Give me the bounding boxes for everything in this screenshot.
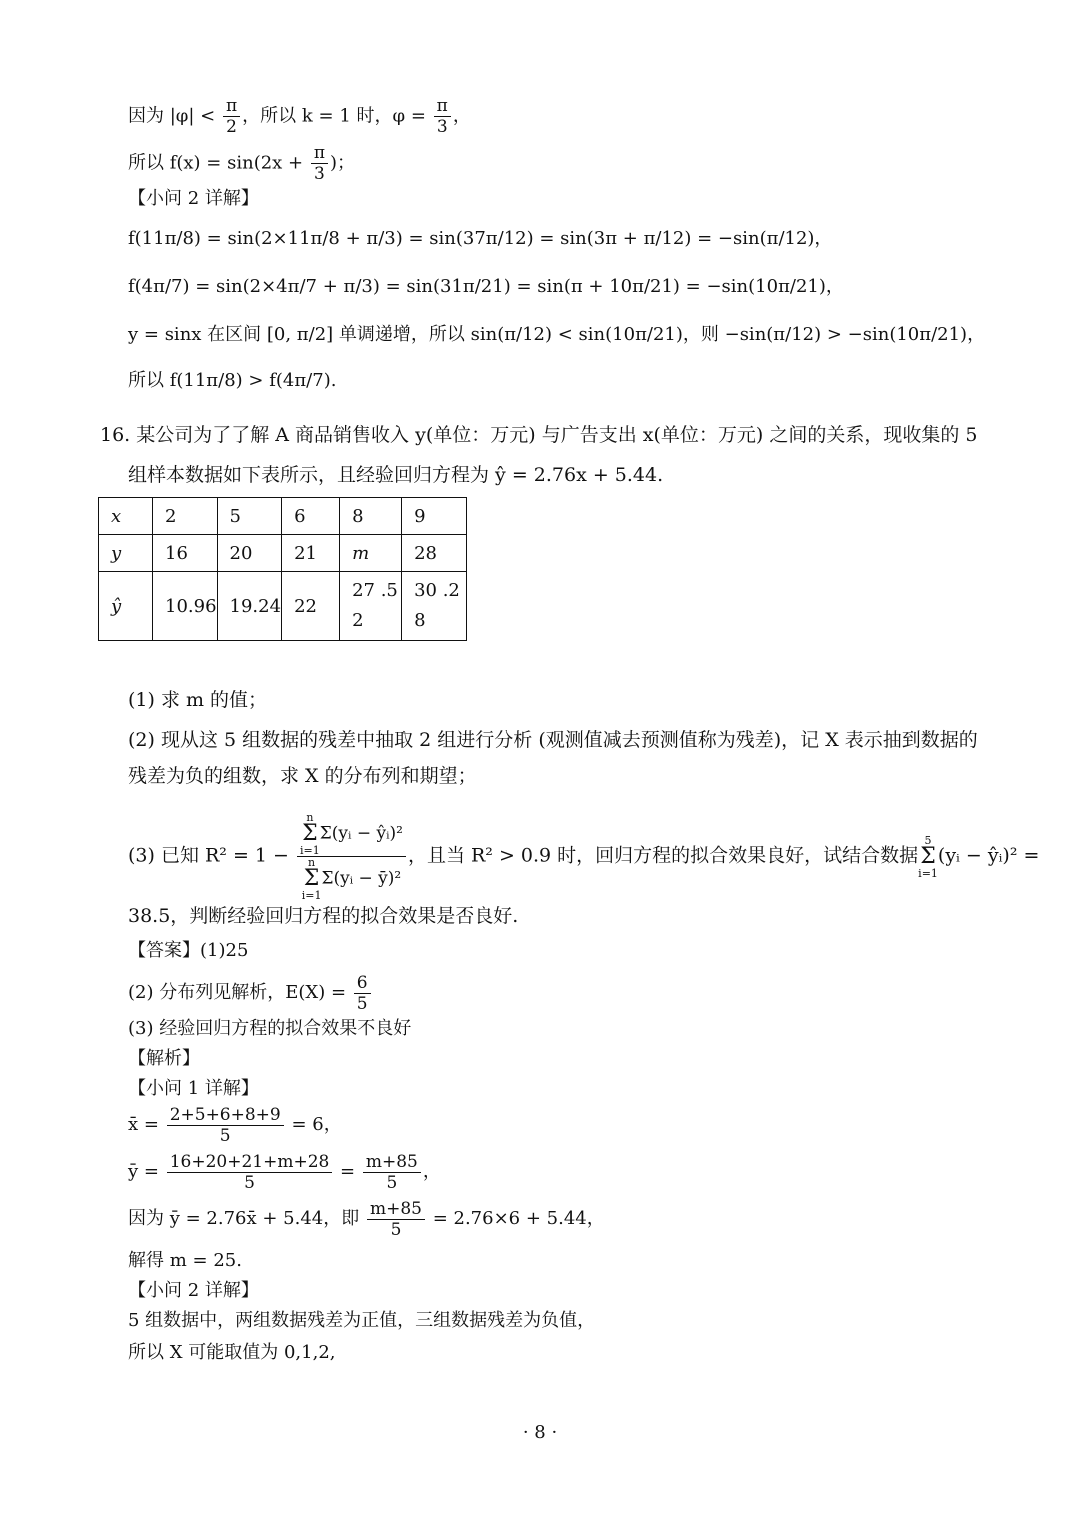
frac-den: 5 [219,1125,231,1146]
cell-line: 27 .5 [352,580,398,601]
frac-den: 2 [226,117,237,137]
line-phi [128,96,471,137]
fraction [354,973,371,1014]
fraction [434,96,451,137]
table-cell [402,572,467,641]
since-eq [128,1198,605,1240]
text: ，且当 R² > 0.9 时，回归方程的拟合效果良好，试结合数据 [407,844,919,867]
answer-2 [128,972,373,1014]
frac-den: 5 [386,1172,398,1193]
table-cell: 19.24 [217,572,282,641]
frac-num: 16+20+21+m+28 [167,1152,333,1173]
q16-line2: 组样本数据如下表所示，且经验回归方程为 ŷ = 2.76x + 5.44. [128,464,664,486]
part1: (1) 求 m 的值； [128,689,268,711]
sub2-heading: 【小问 2 详解】 [128,1280,259,1301]
answer-1: 【答案】(1)25 [128,940,249,961]
num-text: Σ(yᵢ − ŷᵢ)² [319,823,403,844]
table-row [99,535,467,572]
sum-lower: i=1 [300,844,320,857]
part2-line2: 残差为负的组数，求 X 的分布列和期望； [128,765,477,787]
data-table [98,497,467,641]
solve-line: 解得 m = 25. [128,1250,242,1271]
frac-num: π [223,96,240,117]
table-cell: 9 [402,498,467,535]
table-cell: 5 [217,498,282,535]
text: = [334,1161,361,1182]
text: ， [452,105,471,127]
analysis-heading: 【解析】 [128,1048,200,1069]
table-cell: 28 [402,535,467,572]
table-cell: 10.96 [153,572,218,641]
table-row [99,498,467,535]
fraction [223,96,240,137]
eq-conclusion: 所以 f(11π/8) > f(4π/7). [128,370,337,391]
table-row [99,572,467,641]
text: ，所以 k = 1 时，φ = [242,105,432,127]
table-cell: 2 [153,498,218,535]
table-cell: 20 [217,535,282,572]
sub2-heading-top: 【小问 2 详解】 [128,188,259,209]
frac-den [297,857,406,901]
q16-line1: 16. 某公司为了了解 A 商品销售收入 y(单位：万元) 与广告支出 x(单位：万元) 之间的关系，现收集的 5 [100,424,978,446]
text: (3) 已知 R² = 1 − [128,844,296,867]
den-text: Σ(yᵢ − ȳ)² [321,868,402,889]
fraction [367,1199,425,1240]
x-values-line: 所以 X 可能取值为 0,1,2, [128,1342,336,1363]
eq-f-4pi-7: f(4π/7) = sin(2×4π/7 + π/3) = sin(31π/21) = sin(π + 10π/21) = −sin(10π/21)， [128,276,844,297]
text: 所以 f(x) = sin(2x + [128,152,309,174]
frac-den: 5 [244,1172,255,1193]
table-cell [340,572,402,641]
sum-upper: n [306,811,314,824]
xbar-eq [128,1104,342,1146]
frac-num: 6 [354,973,371,994]
fraction [167,1105,284,1146]
text: = 6， [285,1114,342,1135]
text: 因为 ȳ = 2.76x̄ + 5.44，即 [128,1208,365,1229]
frac-den: 5 [390,1219,402,1240]
sum-symbol: n Σ i=1 [300,811,320,857]
frac-num: 2+5+6+8+9 [167,1105,284,1126]
r2-fraction [297,812,406,901]
table-cell: x [99,498,153,535]
residual-line: 5 组数据中，两组数据残差为正值，三组数据残差为负值， [128,1310,596,1331]
cell-line: 8 [414,610,426,631]
cell-line: 30 .2 [414,580,460,601]
text: )； [330,152,356,174]
table-cell: y [99,535,153,572]
text: = 2.76×6 + 5.44， [426,1208,605,1229]
line-f-def [128,143,355,184]
eq-f-11pi-8: f(11π/8) = sin(2×11π/8 + π/3) = sin(37π/12) = sin(3π + π/12) = −sin(π/12)， [128,228,833,249]
sum-upper: n [308,856,316,869]
text: ， [422,1161,441,1182]
fraction [363,1152,421,1193]
text: (2) 分布列见解析，E(X) = [128,982,352,1003]
sum-lower: i=1 [301,889,322,902]
fraction [167,1152,333,1193]
frac-num [297,812,406,857]
part3-line2: 38.5，判断经验回归方程的拟合效果是否良好. [128,905,519,927]
sum-symbol: 5 Σ i=1 [918,833,938,880]
frac-den: 3 [314,164,325,184]
sum-upper: 5 [924,833,932,847]
text: (yᵢ − ŷᵢ)² = [937,844,1040,867]
text: ȳ = [128,1161,165,1182]
answer-3: (3) 经验回归方程的拟合效果不良好 [128,1018,412,1039]
fraction [311,143,328,184]
frac-num: m+85 [367,1199,425,1220]
table-cell: 8 [340,498,402,535]
sum-lower: i=1 [918,866,938,880]
frac-num: m+85 [363,1152,421,1173]
eq-monotonic: y = sinx 在区间 [0, π/2] 单调递增，所以 sin(π/12) < sin(10π/21)，则 −sin(π/12) > −sin(10π/21)， [128,324,986,345]
frac-num: π [434,96,451,117]
table-cell: ŷ [99,572,153,641]
ybar-eq [128,1151,441,1193]
table-cell: 21 [282,535,340,572]
text: x̄ = [128,1114,165,1135]
part3 [128,812,1039,901]
frac-num: π [311,143,328,164]
table-cell: 6 [282,498,340,535]
part2-line1: (2) 现从这 5 组数据的残差中抽取 2 组进行分析 (观测值减去预测值称为残差)，记 X 表示抽到数据的 [128,729,978,751]
page-number: · 8 · [522,1422,558,1443]
sub1-heading: 【小问 1 详解】 [128,1078,259,1099]
table-cell: 16 [153,535,218,572]
table-cell: 22 [282,572,340,641]
sum-symbol: n Σ i=1 [301,856,322,902]
table-cell: m [340,535,402,572]
frac-den: 3 [436,117,448,137]
frac-den: 5 [356,993,368,1014]
cell-line: 2 [352,610,364,631]
text: 因为 |φ| < [128,105,221,127]
